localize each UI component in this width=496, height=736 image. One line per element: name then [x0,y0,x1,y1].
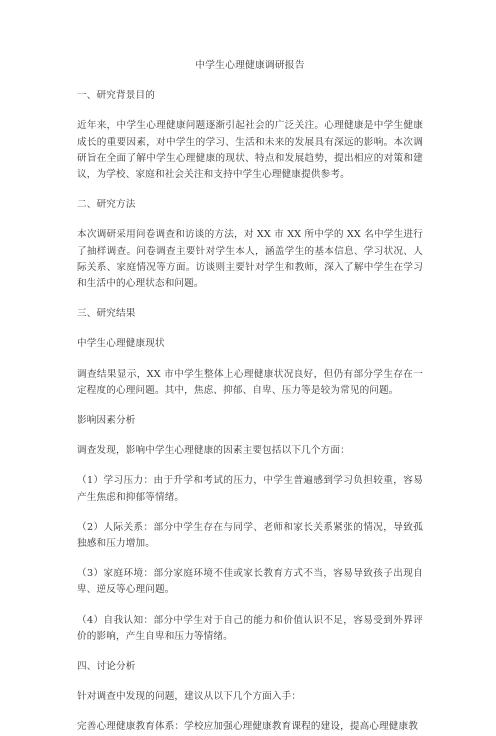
section-heading-background: 一、研究背景目的 [77,90,155,102]
subheading-factors: 影响因素分析 [77,415,136,427]
paragraph-discussion-intro: 针对调查中发现的问题，建议从以下几个方面入手： [77,691,302,703]
paragraph-background: 近年来，中学生心理健康问题逐渐引起社会的广泛关注。心理健康是中学生健康成长的重要因素，对中学生的学习、生活和未来的发展具有深远的影响。本次调研旨在全面了解中学生心理健康的现状、特点和发展趋势，提出相应的对策和建议，为学校、家庭和社会关注和支持中学生心理健康提供参考。 [77,120,423,181]
paragraph-factors-intro: 调查发现，影响中学生心理健康的因素主要包括以下几个方面： [77,445,350,457]
paragraph-factor-relationships: （2）人际关系：部分中学生存在与同学、老师和家长关系紧张的情况，导致孤独感和压力增加。 [77,521,423,550]
subheading-status: 中学生心理健康现状 [77,338,165,350]
section-heading-methods: 二、研究方法 [77,199,136,211]
paragraph-factor-self-cognition: （4）自我认知：部分中学生对于自己的能力和价值认识不足，容易受到外界评价的影响，产生自卑和压力等情绪。 [77,614,423,642]
paragraph-methods: 本次调研采用问卷调查和访谈的方法，对 XX 市 XX 所中学的 XX 名中学生进行了抽样调查。问卷调查主要针对学生本人，涵盖学生的基本信息、学习状况、人际关系、家庭情况等方面。访谈则主要针对学生和教师，深入了解中学生在学习和生活中的心理状态和问题。 [77,229,423,290]
paragraph-factor-study-pressure: （1）学习压力：由于升学和考试的压力，中学生普遍感到学习负担较重，容易产生焦虑和抑郁等情绪。 [77,475,423,503]
report-title: 中学生心理健康调研报告 [195,60,305,71]
paragraph-discussion-education: 完善心理健康教育体系：学校应加强心理健康教育课程的建设，提高心理健康教 [77,721,419,733]
report-body [77,58,423,736]
section-heading-discussion: 四、讨论分析 [77,661,136,673]
paragraph-status: 调查结果显示，XX 市中学生整体上心理健康状况良好，但仍有部分学生存在一定程度的心理问题。其中，焦虑、抑郁、自卑、压力等是较为常见的问题。 [77,368,423,396]
section-heading-results: 三、研究结果 [77,308,136,320]
paragraph-factor-family: （3）家庭环境：部分家庭环境不佳或家长教育方式不当，容易导致孩子出现自卑、逆反等心理问题。 [77,568,423,596]
